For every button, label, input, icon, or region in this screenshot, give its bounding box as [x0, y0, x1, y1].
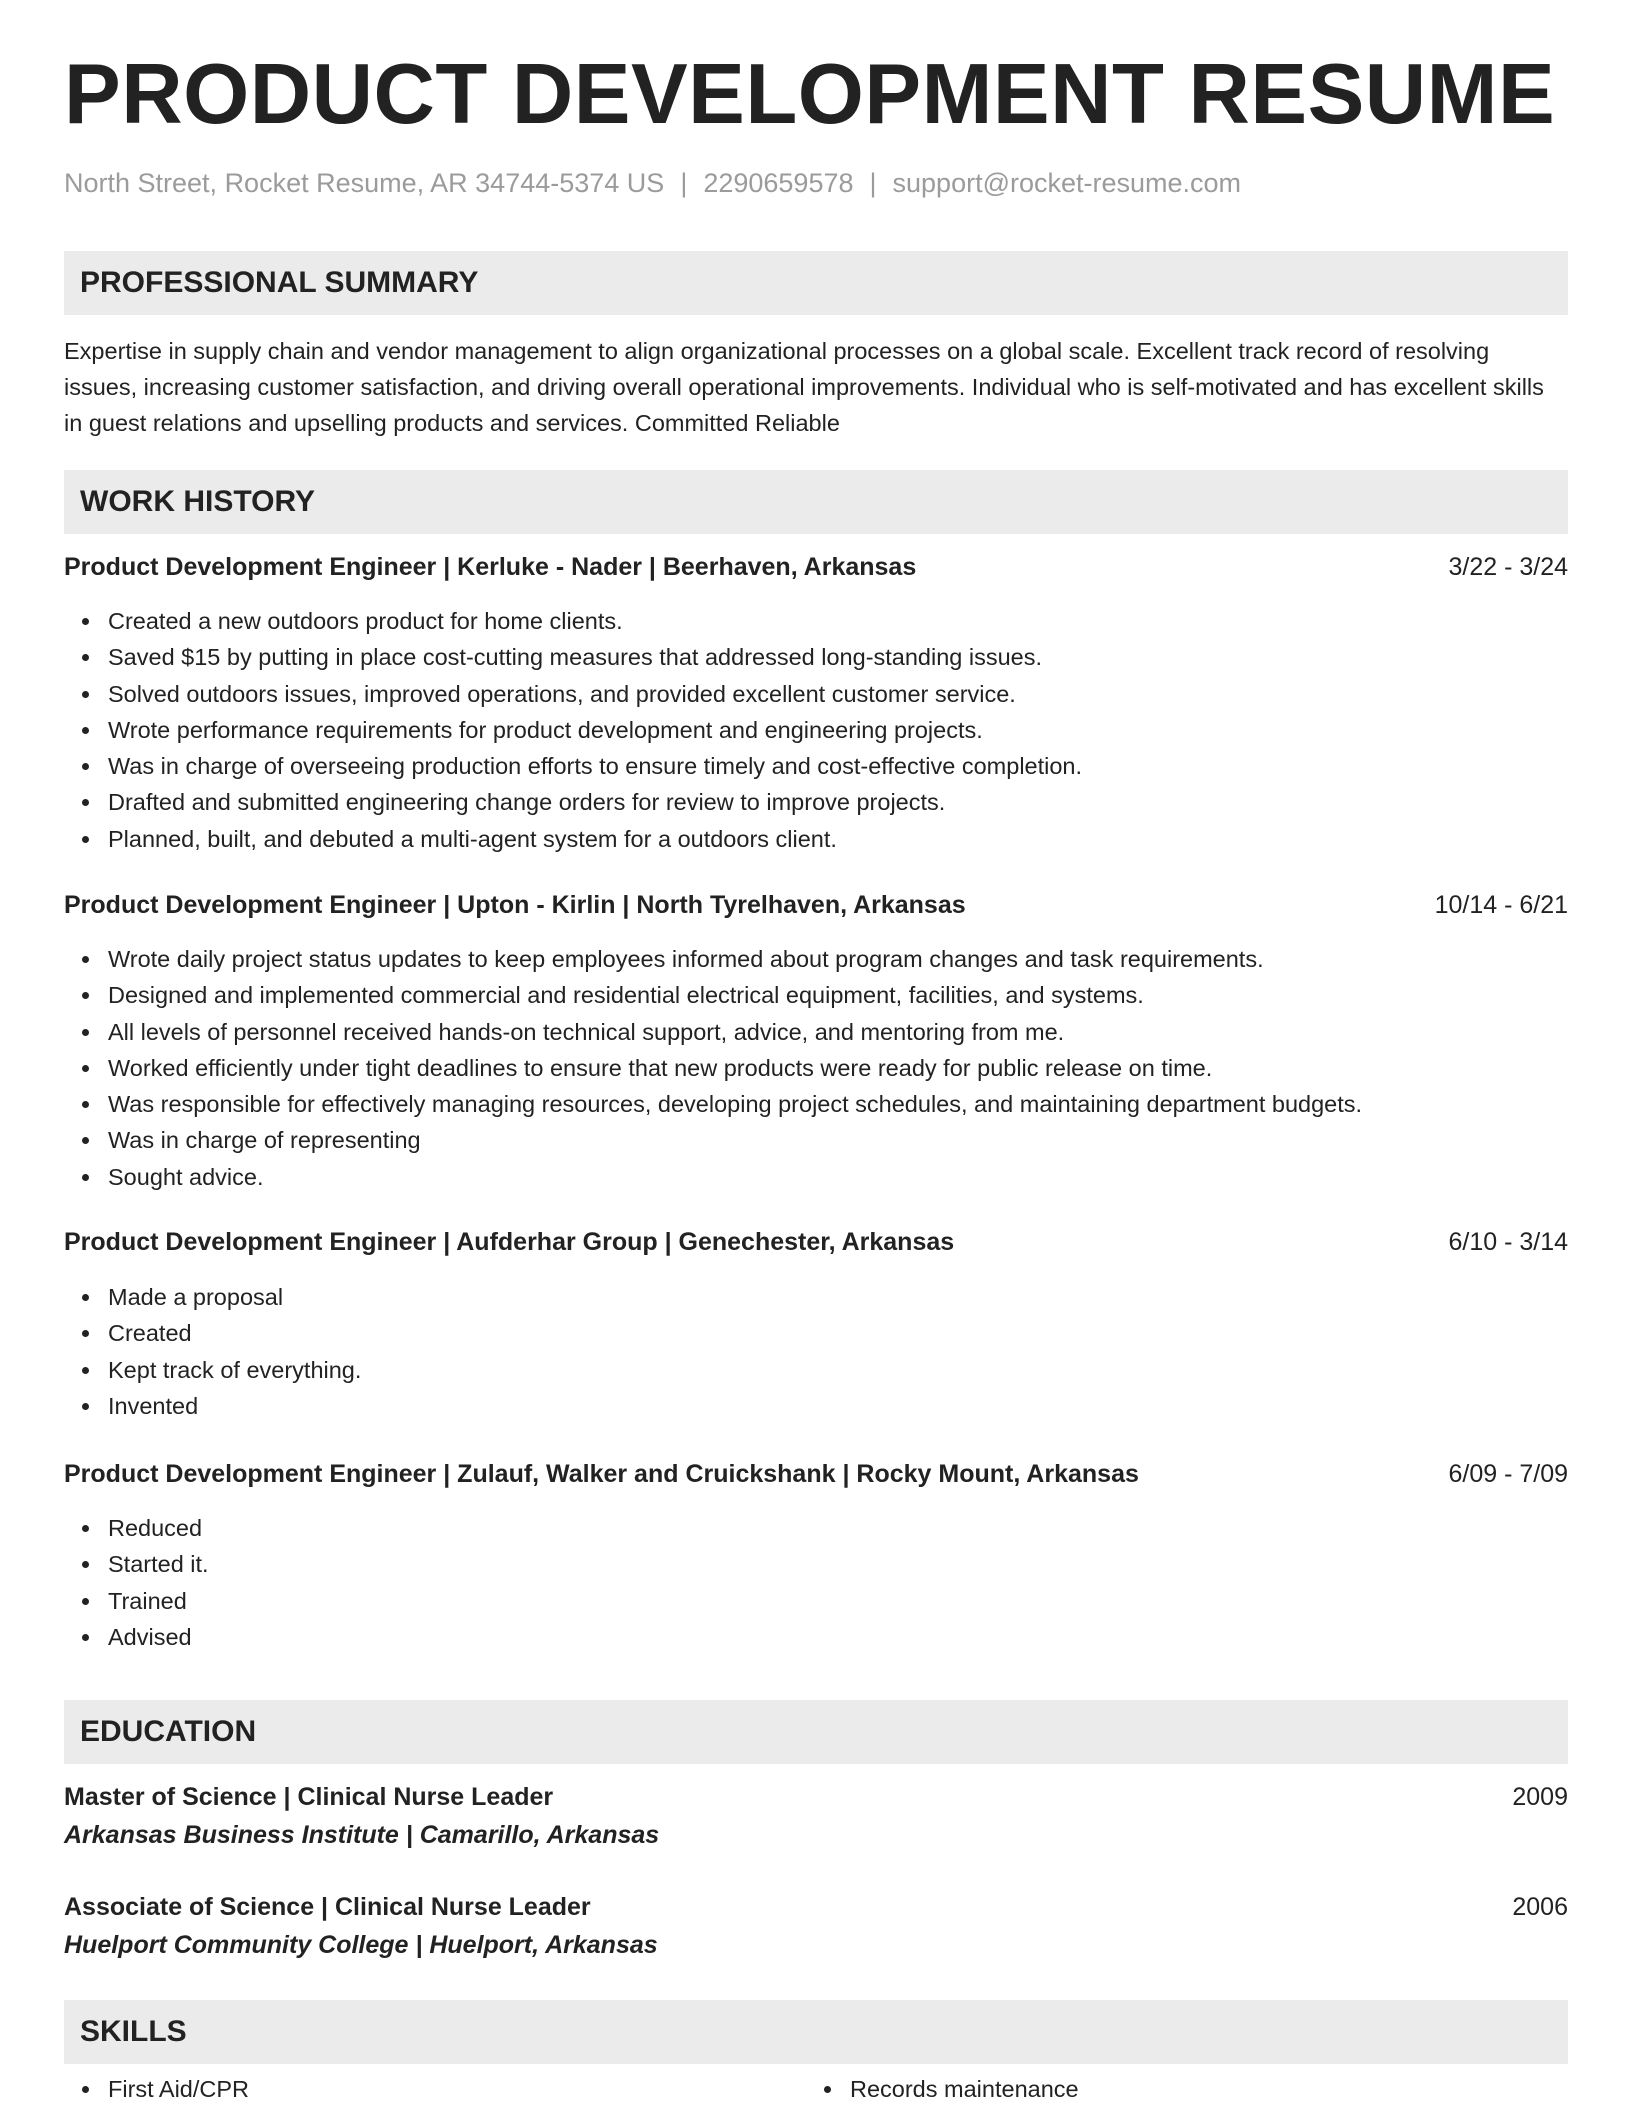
job-title: Product Development Engineer | Aufderhar Group | Genechester, Arkansas	[64, 1228, 955, 1256]
school: Huelport Community College | Huelport, Arkansas	[64, 1931, 658, 1959]
job-dates: 3/22 - 3/24	[1448, 553, 1568, 581]
phone: 2290659578	[703, 168, 854, 198]
list-item: All levels of personnel received hands-on technical support, advice, and mentoring from me.	[108, 1014, 1612, 1050]
skills-column-left	[64, 2071, 806, 2107]
list-item: Drafted and submitted engineering change orders for review to improve projects.	[108, 784, 1612, 820]
list-item: Kept track of everything.	[108, 1352, 1612, 1388]
job-title: Product Development Engineer | Upton - Kirlin | North Tyrelhaven, Arkansas	[64, 891, 966, 919]
school: Arkansas Business Institute | Camarillo, Arkansas	[64, 1821, 660, 1849]
list-item: Created	[108, 1315, 1612, 1351]
graduation-year: 2006	[1512, 1893, 1568, 1921]
resume-title: PRODUCT DEVELOPMENT RESUME	[64, 47, 1556, 142]
list-item: Advised	[108, 1619, 1612, 1655]
list-item: First Aid/CPR	[108, 2071, 806, 2107]
list-item: Wrote performance requirements for product development and engineering projects.	[108, 712, 1612, 748]
list-item: Made a proposal	[108, 1279, 1612, 1315]
separator: |	[869, 168, 877, 198]
list-item: Sought advice.	[108, 1159, 1612, 1195]
list-item: Saved $15 by putting in place cost-cutting measures that addressed long-standing issues.	[108, 639, 1612, 675]
job-heading	[64, 551, 1568, 583]
list-item: Was in charge of overseeing production efforts to ensure timely and cost-effective completion.	[108, 748, 1612, 784]
job-heading	[64, 1226, 1568, 1258]
list-item: Invented	[108, 1388, 1612, 1424]
job-heading	[64, 1458, 1568, 1490]
list-item: Created a new outdoors product for home clients.	[108, 603, 1612, 639]
list-item: Was responsible for effectively managing resources, developing project schedules, and maintaining department budgets.	[108, 1086, 1612, 1122]
list-item: Worked efficiently under tight deadlines to ensure that new products were ready for public release on time.	[108, 1050, 1612, 1086]
education-heading	[64, 1781, 1568, 1813]
education-heading	[64, 1891, 1568, 1923]
job-dates: 10/14 - 6/21	[1434, 891, 1568, 919]
job-bullets	[64, 603, 1612, 857]
list-item: Solved outdoors issues, improved operations, and provided excellent customer service.	[108, 676, 1612, 712]
job-dates: 6/09 - 7/09	[1448, 1460, 1568, 1488]
section-header-work-history: WORK HISTORY	[64, 470, 1568, 534]
skills-column-right	[806, 2071, 1548, 2107]
list-item: Trained	[108, 1583, 1612, 1619]
list-item: Designed and implemented commercial and residential electrical equipment, facilities, and systems.	[108, 977, 1612, 1013]
job-bullets	[64, 1279, 1612, 1424]
email: support@rocket-resume.com	[892, 168, 1242, 198]
skills-list	[64, 2071, 1568, 2107]
job-dates: 6/10 - 3/14	[1448, 1228, 1568, 1256]
list-item: Wrote daily project status updates to keep employees informed about program changes and task requirements.	[108, 941, 1612, 977]
degree: Master of Science | Clinical Nurse Leader	[64, 1783, 554, 1811]
graduation-year: 2009	[1512, 1783, 1568, 1811]
contact-line	[64, 168, 1241, 199]
address: North Street, Rocket Resume, AR 34744-5374 US	[64, 168, 665, 198]
list-item: Was in charge of representing	[108, 1122, 1612, 1158]
summary-text: Expertise in supply chain and vendor management to align organizational processes on a global scale. Excellent track record of resolving issues, increasing customer satisfaction, and driving overall operational improvements. Individual who is self-motivated and has excellent skills in guest relations and upselling products and services. Committed Reliable	[64, 338, 1544, 436]
degree: Associate of Science | Clinical Nurse Leader	[64, 1893, 591, 1921]
job-title: Product Development Engineer | Kerluke - Nader | Beerhaven, Arkansas	[64, 553, 917, 581]
job-heading	[64, 889, 1568, 921]
separator: |	[680, 168, 688, 198]
section-header-summary: PROFESSIONAL SUMMARY	[64, 251, 1568, 315]
list-item: Reduced	[108, 1510, 1612, 1546]
section-header-education: EDUCATION	[64, 1700, 1568, 1764]
job-bullets	[64, 1510, 1612, 1655]
job-title: Product Development Engineer | Zulauf, Walker and Cruickshank | Rocky Mount, Arkansas	[64, 1460, 1139, 1488]
list-item: Planned, built, and debuted a multi-agent system for a outdoors client.	[108, 821, 1612, 857]
job-bullets	[64, 941, 1612, 1195]
list-item: Started it.	[108, 1546, 1612, 1582]
list-item: Records maintenance	[850, 2071, 1548, 2107]
section-header-skills: SKILLS	[64, 2000, 1568, 2064]
